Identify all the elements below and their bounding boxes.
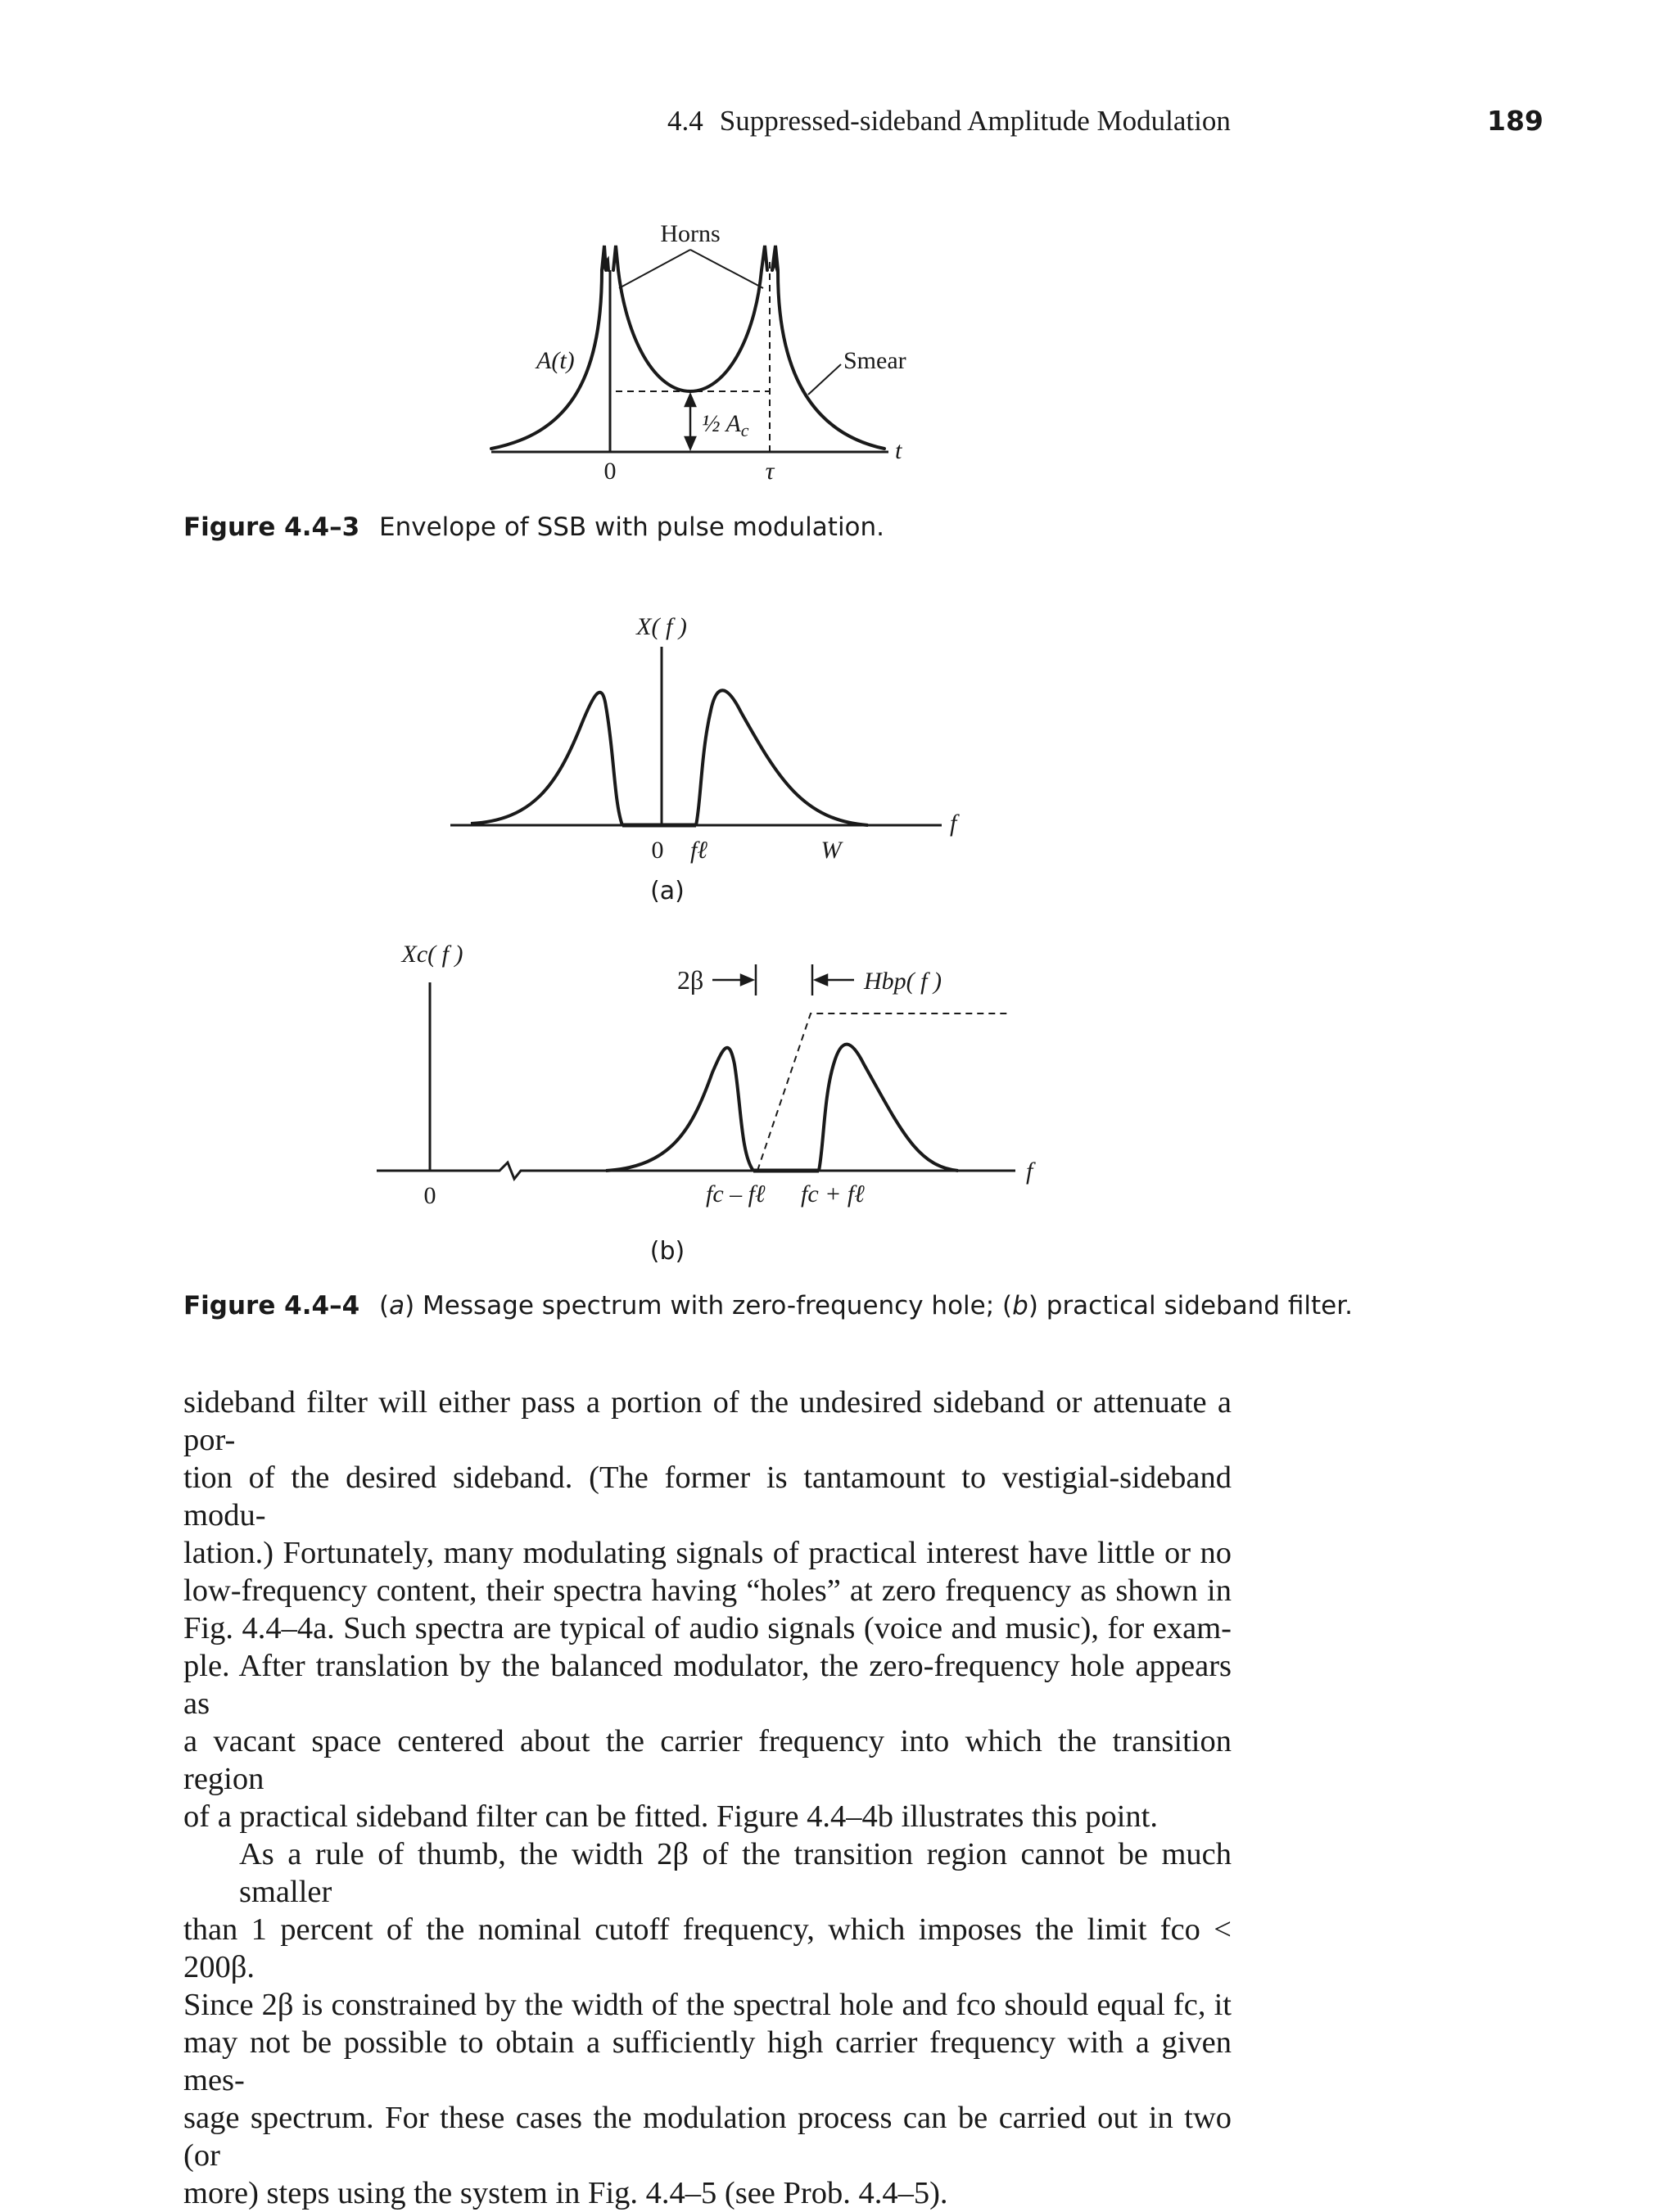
h-bp-label: Hbp( f ): [864, 968, 942, 995]
figure-4-4-3-caption: Envelope of SSB with pulse modulation.: [379, 512, 885, 542]
caption-a-text: ) Message spectrum with zero-frequency hole; (: [405, 1291, 1013, 1320]
horns-label: Horns: [660, 220, 721, 247]
paragraph-1: [183, 1384, 1232, 1835]
text-line: low-frequency content, their spectra having “holes” at zero frequency as shown in: [183, 1573, 1232, 1608]
spectrum-left-lobe: [471, 693, 622, 825]
f-axis-with-break: [377, 1162, 1015, 1179]
xc-f-label: Xc( f ): [401, 941, 463, 968]
f-axis-label: f: [950, 810, 957, 837]
smear-label: Smear: [843, 347, 906, 374]
zero-label: 0: [651, 837, 664, 864]
horn-left-inner: [618, 270, 690, 391]
section-title: Suppressed-sideband Amplitude Modulation: [719, 105, 1231, 137]
upper-sideband-lobe: [819, 1045, 958, 1171]
bandpass-filter-response: [757, 1013, 1011, 1171]
f-axis-label: f: [1026, 1158, 1033, 1185]
zero-label: 0: [423, 1182, 436, 1209]
text-line: a vacant space centered about the carrier frequency into which the transition region: [183, 1724, 1232, 1796]
a-t-label: A(t): [536, 347, 575, 374]
section-number: 4.4: [667, 105, 703, 137]
page-number: 189: [1487, 105, 1544, 137]
figure-4-4-3-label: Figure 4.4–3: [183, 512, 360, 542]
horns-pointer-lines: [619, 250, 763, 288]
fc-minus-fl-label: fc – fℓ: [706, 1180, 766, 1208]
spectrum-right-lobe: [696, 690, 868, 825]
figure-4-4-3-diagram: [0, 0, 1677, 524]
figure-4-4-4a-diagram: [0, 589, 1677, 933]
horn-right-inner: [690, 270, 762, 391]
figure-4-4-4-label: Figure 4.4–4: [183, 1291, 360, 1320]
smear-pointer-line: [808, 364, 841, 395]
text-line: As a rule of thumb, the width 2β of the transition region cannot be much smaller: [239, 1837, 1232, 1909]
panel-a-letter: (a): [650, 877, 685, 905]
w-label: W: [820, 837, 842, 864]
caption-b-letter: b: [1012, 1291, 1028, 1320]
zero-label: 0: [603, 458, 617, 485]
text-line: sideband filter will either pass a portion of the undesired sideband or attenuate a por-: [183, 1385, 1232, 1457]
caption-b-text: ) practical sideband filter.: [1028, 1291, 1353, 1320]
text-line: Fig. 4.4–4a. Such spectra are typical of audio signals (voice and music), for exam-: [183, 1611, 1232, 1645]
lower-sideband-lobe: [606, 1048, 753, 1171]
x-f-label: X( f ): [636, 613, 687, 640]
half-ac-sub: c: [740, 420, 749, 440]
fl-label: fℓ: [690, 837, 707, 864]
t-axis-label: t: [895, 437, 902, 464]
text-line: than 1 percent of the nominal cutoff frequency, which imposes the limit fco < 200β.: [183, 1912, 1232, 1984]
text-line: Since 2β is constrained by the width of the spectral hole and fco should equal fc, it: [183, 1988, 1232, 2022]
text-line: may not be possible to obtain a sufficiently high carrier frequency with a given mes-: [183, 2025, 1232, 2097]
paragraph-2: [183, 1835, 1232, 2212]
caption-a-letter: a: [389, 1291, 405, 1320]
half-ac-main: ½ A: [702, 410, 741, 437]
horn-left-tip: [602, 246, 618, 270]
figure-4-4-4b-diagram: [0, 933, 1677, 1277]
text-line: sage spectrum. For these cases the modulation process can be carried out in two (or: [183, 2101, 1232, 2173]
figure-4-4-4-caption: (a) Message spectrum with zero-frequency hole; (b) practical sideband filter.: [379, 1291, 1353, 1320]
text-line: lation.) Fortunately, many modulating signals of practical interest have little or no: [183, 1536, 1232, 1570]
half-ac-arrow: [685, 395, 695, 449]
two-beta-label: 2β: [677, 965, 704, 995]
half-ac-label: [702, 410, 749, 440]
fc-plus-fl-label: fc + fℓ: [801, 1180, 865, 1208]
transition-width-arrows: [712, 964, 854, 995]
body-text: [183, 1384, 1232, 2212]
text-line: of a practical sideband filter can be fitted. Figure 4.4–4b illustrates this point.: [183, 1799, 1158, 1834]
text-line: more) steps using the system in Fig. 4.4–5 (see Prob. 4.4–5).: [183, 2176, 948, 2210]
panel-b-letter: (b): [649, 1237, 685, 1266]
text-line: tion of the desired sideband. (The former is tantamount to vestigial-sideband modu-: [183, 1460, 1232, 1533]
text-line: ple. After translation by the balanced modulator, the zero-frequency hole appears as: [183, 1649, 1232, 1721]
tau-label: τ: [765, 458, 775, 485]
